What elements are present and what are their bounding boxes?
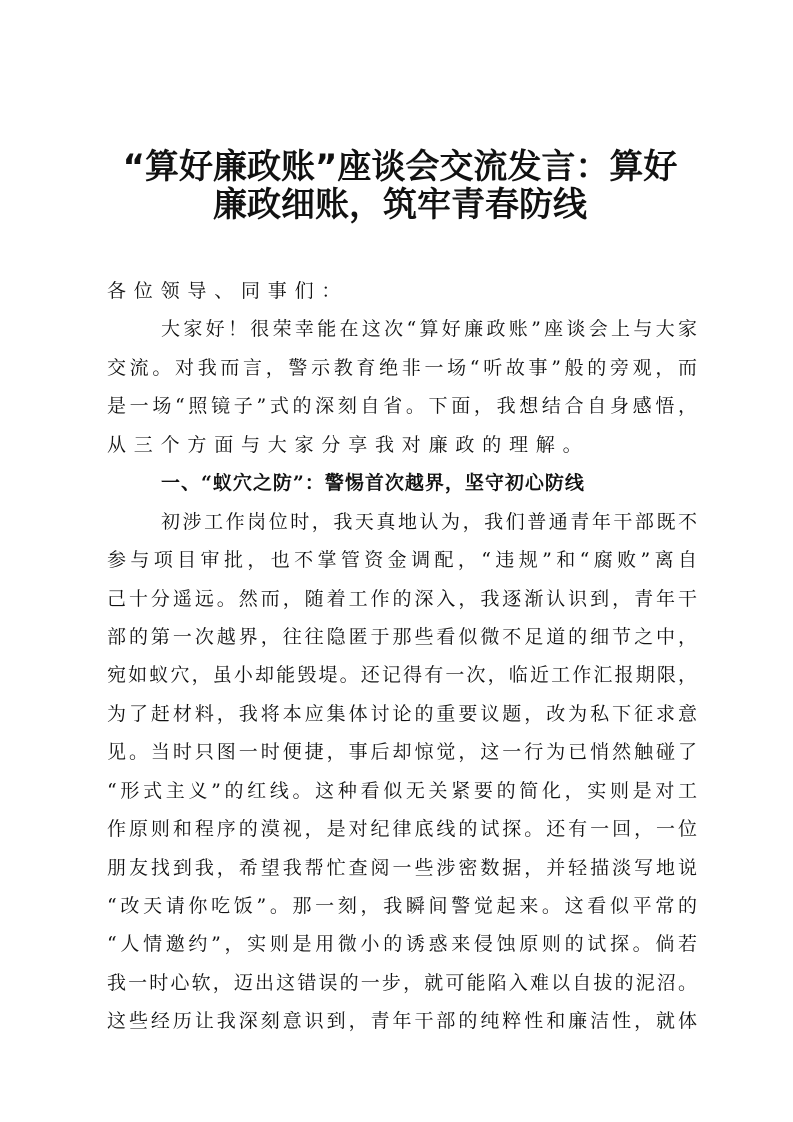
paragraph-line: 参与项目审批，也不掌管资金调配，“违规”和“腐败”离自 — [107, 549, 697, 572]
paragraph-line: 我一时心软，迈出这错误的一步，就可能陷入难以自拔的泥沼。 — [107, 971, 697, 994]
document-title — [100, 148, 700, 224]
title-line-2: 廉政细账，筑牢青春防线 — [213, 185, 587, 225]
paragraph-line: 朋友找到我，希望我帮忙查阅一些涉密数据，并轻描淡写地说 — [107, 856, 697, 879]
paragraph-line: 部的第一次越界，往往隐匿于那些看似微不足道的细节之中， — [107, 625, 697, 648]
paragraph-line: 是一场“照镜子”式的深刻自省。下面，我想结合自身感悟， — [107, 395, 697, 418]
paragraph-line: 为了赶材料，我将本应集体讨论的重要议题，改为私下征求意 — [107, 702, 697, 725]
paragraph-line: 宛如蚁穴，虽小却能毁堤。还记得有一次，临近工作汇报期限， — [107, 664, 697, 687]
section-heading: 一、“蚁穴之防”：警惕首次越界，坚守初心防线 — [161, 472, 585, 495]
title-line-1: “算好廉政账”座谈会交流发言：算好 — [122, 147, 678, 187]
paragraph-line: 从三个方面与大家分享我对廉政的理解。 — [107, 433, 590, 456]
paragraph-line: 这些经历让我深刻意识到，青年干部的纯粹性和廉洁性，就体 — [107, 1010, 697, 1033]
greeting: 各位领导、同事们： — [107, 280, 349, 302]
paragraph-line: “人情邀约”，实则是用微小的诱惑来侵蚀原则的试探。倘若 — [107, 933, 697, 956]
paragraph-line: 作原则和程序的漠视，是对纪律底线的试探。还有一回，一位 — [107, 818, 697, 841]
paragraph-line: “改天请你吃饭”。那一刻，我瞬间警觉起来。这看似平常的 — [107, 895, 697, 917]
paragraph-line: 大家好！很荣幸能在这次“算好廉政账”座谈会上与大家 — [161, 318, 697, 341]
paragraph-line: 己十分遥远。然而，随着工作的深入，我逐渐认识到，青年干 — [107, 587, 697, 610]
paragraph-line: 交流。对我而言，警示教育绝非一场“听故事”般的旁观，而 — [107, 356, 697, 379]
paragraph-line: 见。当时只图一时便捷，事后却惊觉，这一行为已悄然触碰了 — [107, 741, 697, 764]
paragraph-line: 初涉工作岗位时，我天真地认为，我们普通青年干部既不 — [161, 510, 697, 533]
document-body — [107, 272, 697, 1041]
paragraph-line: “形式主义”的红线。这种看似无关紧要的简化，实则是对工 — [107, 779, 697, 802]
